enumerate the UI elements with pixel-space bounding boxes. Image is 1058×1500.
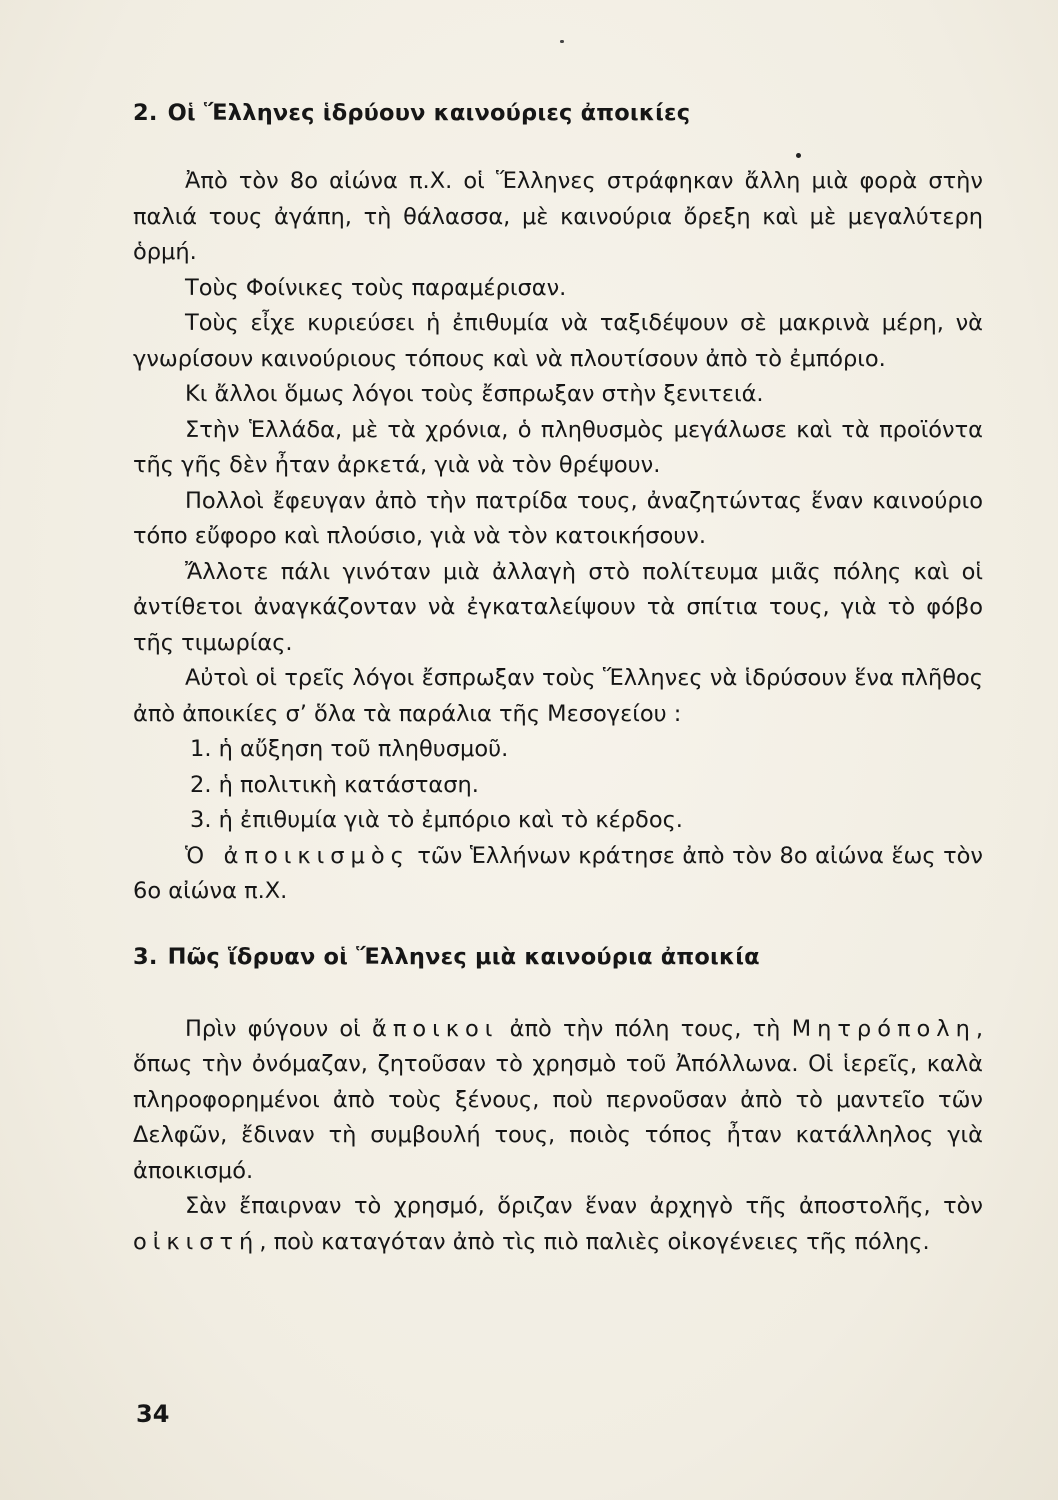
paragraph-text: ἀπὸ τὴν πόλη τους, τὴ (498, 1015, 792, 1042)
section-2-title: Οἱ Ἕλληνες ἱδρύουν καινούριες ἀποικίες (167, 100, 691, 126)
spaced-term: ἄποικοι (371, 1015, 499, 1042)
paragraph-text: Σὰν ἔπαιρναν τὸ χρησμό, ὅριζαν ἕναν ἀρχηγὸ τῆς ἀποστολῆς, τὸν (185, 1193, 983, 1219)
section-2-number: 2. (133, 100, 158, 126)
section-3-number: 3. (133, 943, 158, 970)
paragraph: Στὴν Ἑλλάδα, μὲ τὰ χρόνια, ὁ πληθυσμὸς μεγάλωσε καὶ τὰ προϊόντα τῆς γῆς δὲν ἦταν ἀρκετά, γιὰ νὰ τὸν θρέψουν. (133, 416, 983, 478)
paragraph (133, 1012, 983, 1190)
page-number: 34 (136, 1400, 170, 1428)
section-3-body (133, 1012, 983, 1261)
paragraph-text: , ὅπως τὴν ὀνόμαζαν, ζητοῦσαν τὸ χρησμὸ τοῦ Ἀπόλλωνα. Οἱ ἱερεῖς, καλὰ πληροφορημένοι ἀπὸ τοὺς ξένους, ποὺ περνοῦσαν ἀπὸ τὸ μαντεῖο τῶν Δελφῶν, ἔδιναν τὴ συμβουλή τους, ποιὸς τόπος ἦταν κατάλληλος γιὰ ἀποικισμό. (133, 1015, 983, 1184)
paragraph: Τοὺς Φοίνικες τοὺς παραμέρισαν. (185, 274, 567, 301)
paragraph: Πολλοὶ ἔφευγαν ἀπὸ τὴν πατρίδα τους, ἀναζητώντας ἕναν καινούριο τόπο εὔφορο καὶ πλούσιο, γιὰ νὰ τὸν κατοικήσουν. (133, 487, 983, 549)
section-2-heading (133, 100, 983, 126)
paragraph-text: Πρὶν φύγουν οἱ (185, 1015, 372, 1042)
section-3-heading (133, 944, 983, 970)
ink-speck (560, 40, 564, 43)
list-item: 2. ἡ πολιτικὴ κατάσταση. (190, 771, 479, 798)
page-text (133, 100, 983, 1260)
spaced-term: Ὁ ἀποικισμὸς (185, 842, 410, 869)
list-item: 1. ἡ αὔξηση τοῦ πληθυσμοῦ. (190, 736, 509, 762)
spaced-term: οἰκιστή (133, 1228, 260, 1255)
paragraph-text: , ποὺ καταγόταν ἀπὸ τὶς πιὸ παλιὲς οἰκογένειες τῆς πόλης. (259, 1228, 930, 1255)
list-item: 3. ἡ ἐπιθυμία γιὰ τὸ ἐμπόριο καὶ τὸ κέρδος. (190, 807, 683, 833)
paragraph (133, 839, 983, 910)
section-2-body (133, 164, 983, 910)
paragraph: Κι ἄλλοι ὅμως λόγοι τοὺς ἔσπρωξαν στὴν ξενιτειά. (185, 381, 764, 407)
spaced-term: Μητρόπολη (791, 1015, 976, 1042)
paragraph: Αὐτοὶ οἱ τρεῖς λόγοι ἔσπρωξαν τοὺς Ἕλληνες νὰ ἱδρύσουν ἕνα πλῆθος ἀπὸ ἀποικίες σ’ ὅλα τὰ παράλια τῆς Μεσογείου : (133, 665, 983, 727)
paragraph: Τοὺς εἶχε κυριεύσει ἡ ἐπιθυμία νὰ ταξιδέψουν σὲ μακρινὰ μέρη, νὰ γνωρίσουν καινούριους τόπους καὶ νὰ πλουτίσουν ἀπὸ τὸ ἐμπόριο. (133, 310, 983, 372)
paragraph: Ἄλλοτε πάλι γινόταν μιὰ ἀλλαγὴ στὸ πολίτευμα μιᾶς πόλης καὶ οἱ ἀντίθετοι ἀναγκάζονταν νὰ ἐγκαταλείψουν τὰ σπίτια τους, γιὰ τὸ φόβο τῆς τιμωρίας. (133, 558, 983, 656)
section-3-title: Πῶς ἵδρυαν οἱ Ἕλληνες μιὰ καινούρια ἀποικία (167, 943, 760, 970)
paragraph-text: τῶν Ἑλλήνων κράτησε ἀπὸ τὸν 8ο αἰώνα ἕως τὸν 6ο αἰώνα π.Χ. (133, 842, 983, 904)
paragraph: Ἀπὸ τὸν 8ο αἰώνα π.Χ. οἱ Ἕλληνες στράφηκαν ἄλλη μιὰ φορὰ στὴν παλιά τους ἀγάπη, τὴ θάλασσα, μὲ καινούρια ὄρεξη καὶ μὲ μεγαλύτερη ὁρμή. (133, 168, 983, 265)
paragraph (133, 1189, 983, 1260)
